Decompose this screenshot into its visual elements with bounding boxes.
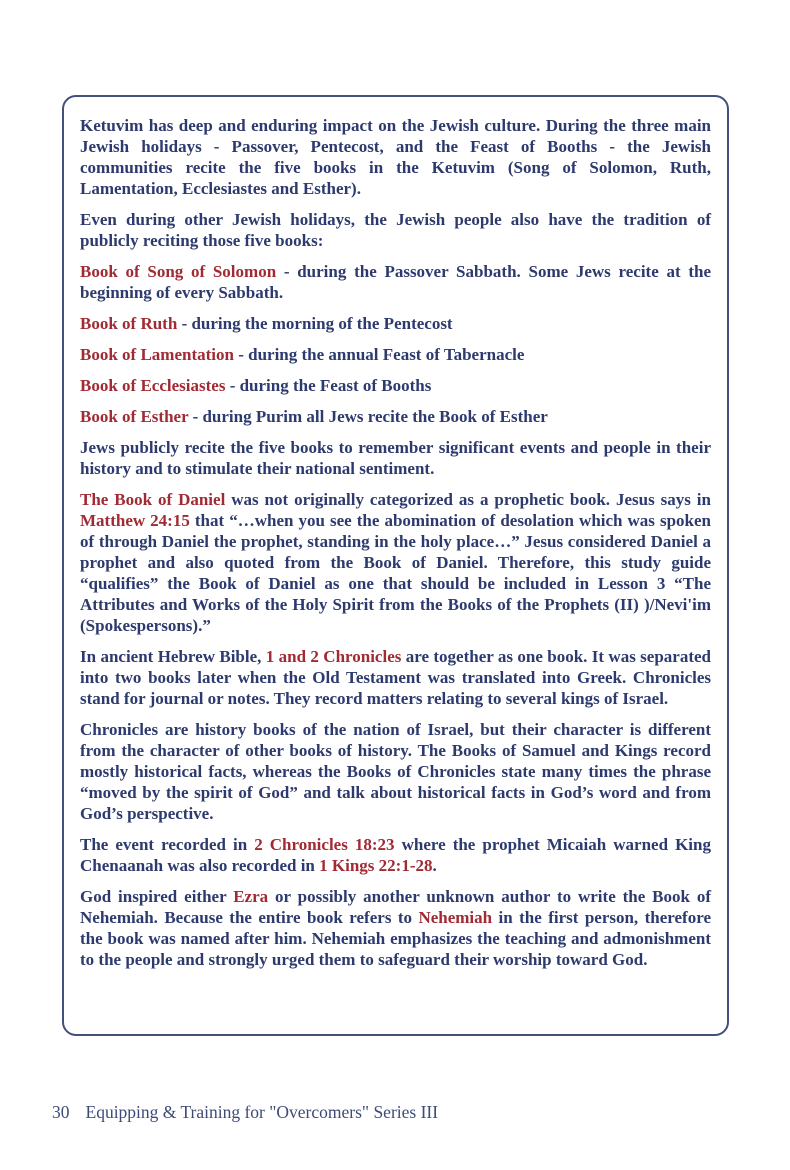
book-recitation-item [80, 313, 711, 334]
body-text: The event recorded in [80, 835, 255, 854]
highlighted-reference: Matthew 24:15 [80, 511, 190, 530]
body-text: that “…when you see the abomination of desolation which was spoken of through Daniel the prophet, standing in the holy place…” Jesus considered Daniel a prophet and also quoted from the Book of Daniel. Therefore, this study guide “qualifies” the Book of Daniel as one that should be included in Lesson 3 “The Attributes and Works of the Holy Spirit from the Books of the Prophets (II) )/Nevi'im (Spokespersons).” [80, 511, 711, 635]
highlighted-reference: Book of Esther [80, 407, 189, 426]
intro-paragraph [80, 115, 711, 199]
highlighted-reference: Book of Lamentation [80, 345, 234, 364]
chronicles-paragraph [80, 646, 711, 709]
book-recitation-item [80, 406, 711, 427]
highlighted-reference: Nehemiah [418, 908, 493, 927]
summary-paragraph [80, 437, 711, 479]
highlighted-reference: Ezra [233, 887, 269, 906]
body-text: God inspired either [80, 887, 234, 906]
book-recitation-item [80, 375, 711, 396]
body-text: - during the Feast of Booths [225, 376, 432, 395]
page-footer [52, 1102, 438, 1123]
highlighted-reference: 1 Kings 22:1-28 [319, 856, 433, 875]
highlighted-reference: 2 Chronicles 18:23 [254, 835, 395, 854]
body-text: are together as one book. It was separated into two books later when the Old Testament was translated into Greek. Chronicles stand for journal or notes. They record matters relating to several kings of Israel. [80, 647, 711, 708]
body-text: In ancient Hebrew Bible, [80, 647, 266, 666]
body-text: Even during other Jewish holidays, the Jewish people also have the tradition of publicly reciting those five books: [80, 210, 711, 250]
highlighted-reference: The Book of Daniel [80, 490, 226, 509]
body-text: Jews publicly recite the five books to remember significant events and people in their history and to stimulate their national sentiment. [80, 438, 711, 478]
body-text: - during the annual Feast of Tabernacle [233, 345, 525, 364]
highlighted-reference: Book of Ecclesiastes [80, 376, 226, 395]
nehemiah-paragraph [80, 886, 711, 970]
highlighted-reference: 1 and 2 Chronicles [265, 647, 402, 666]
daniel-paragraph [80, 489, 711, 636]
content-border-box [62, 95, 729, 1036]
body-text: in the first person, therefore the book was named after him. Nehemiah emphasizes the teaching and admonishment to the people and strongly urged them to safeguard their worship toward God. [80, 908, 711, 969]
body-text: Ketuvim has deep and enduring impact on the Jewish culture. During the three main Jewish holidays - Passover, Pentecost, and the Feast of Booths - the Jewish communities recite the five books in the Ketuvim (Song of Solomon, Ruth, Lamentation, Ecclesiastes and Esther). [80, 116, 711, 198]
footer-title: Equipping & Training for "Overcomers" Series III [85, 1102, 439, 1122]
body-text: - during Purim all Jews recite the Book of Esther [188, 407, 548, 426]
book-recitation-item [80, 344, 711, 365]
chronicles-character-paragraph [80, 719, 711, 824]
body-text: . [432, 856, 437, 875]
body-text: - during the Passover Sabbath. Some Jews recite at the beginning of every Sabbath. [80, 262, 711, 302]
body-text: was not originally categorized as a prophetic book. Jesus says in [225, 490, 711, 509]
body-text: or possibly another unknown author to write the Book of Nehemiah. Because the entire book refers to [80, 887, 711, 927]
page-number: 30 [52, 1102, 70, 1122]
body-text: - during the morning of the Pentecost [177, 314, 453, 333]
highlighted-reference: Book of Song of Solomon [80, 262, 277, 281]
body-text: where the prophet Micaiah warned King Chenaanah was also recorded in [80, 835, 711, 875]
body-text: Chronicles are history books of the nation of Israel, but their character is different from the character of other books of history. The Books of Samuel and Kings record mostly historical facts, whereas the Books of Chronicles state many times the phrase “moved by the spirit of God” and talk about historical facts in God’s word and from God’s perspective. [80, 720, 711, 823]
highlighted-reference: Book of Ruth [80, 314, 178, 333]
book-recitation-item [80, 261, 711, 303]
micaiah-paragraph [80, 834, 711, 876]
tradition-paragraph [80, 209, 711, 251]
